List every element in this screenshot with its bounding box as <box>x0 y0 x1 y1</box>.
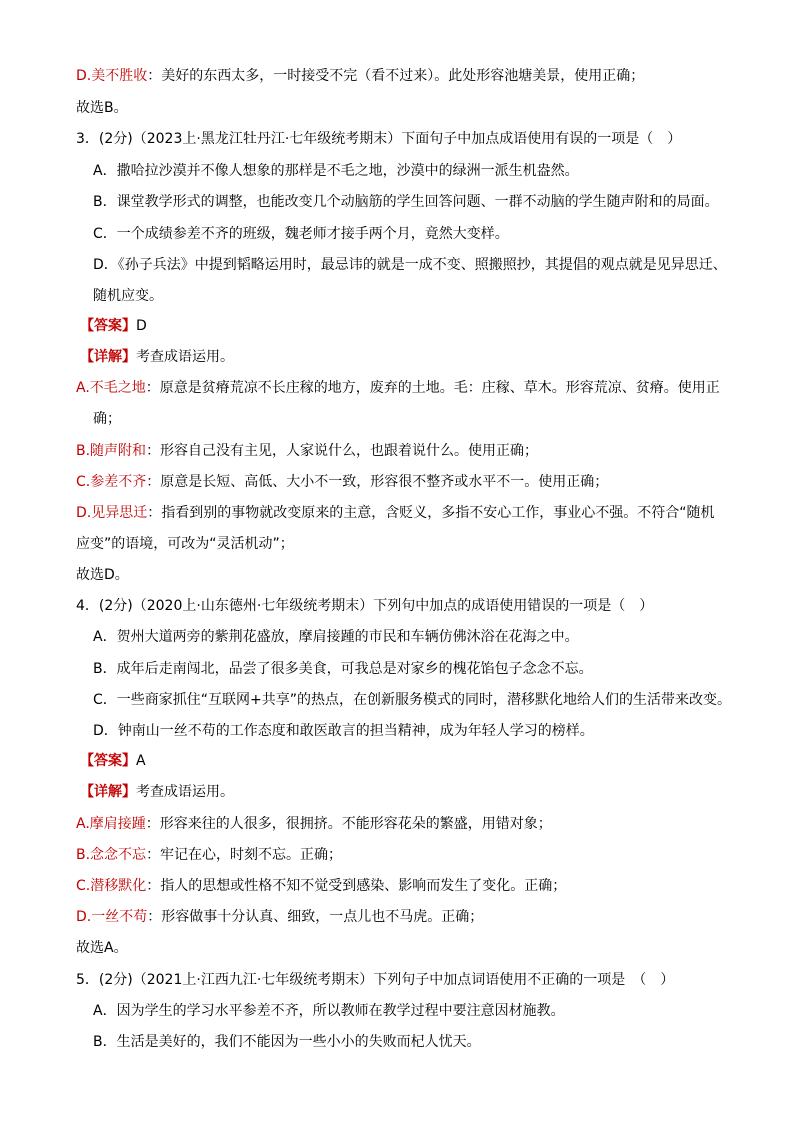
idiom-key: B.随声附和 <box>76 443 147 459</box>
explanation-text: ：指看到别的事物就改变原来的主意，含贬义，多指不安心工作，事业心不强。不符合“随机 <box>147 505 715 521</box>
explanation-line <box>76 378 720 398</box>
question-stem: 4．(2分)（2020上·山东德州·七年级统考期末）下列句中加点的成语使用错误的一项是（ ） <box>76 598 654 614</box>
answer-line <box>80 751 146 771</box>
idiom-key: A.摩肩接踵 <box>76 816 146 832</box>
option-d: D．《孙子兵法》中提到韬略运用时，最忌讳的就是一成不变、照搬照抄，其提倡的观点就是见异思迁、 <box>93 257 727 273</box>
idiom-key: A.不毛之地 <box>76 380 146 396</box>
explanation-text: ：牢记在心，时刻不忘。正确； <box>146 847 343 863</box>
option-d: D．钟南山一丝不苟的工作态度和敢医敢言的担当精神，成为年轻人学习的榜样。 <box>93 723 594 739</box>
detail-line <box>80 347 234 367</box>
detail-label: 【详解】 <box>80 349 136 365</box>
option-b: B．生活是美好的，我们不能因为一些小小的失败而杞人忧天。 <box>93 1034 481 1050</box>
choice-line: 故选D。 <box>76 567 129 583</box>
choice-line: 故选B。 <box>76 100 128 116</box>
detail-text: 考查成语运用。 <box>136 349 234 365</box>
option-b: B．成年后走南闯北，品尝了很多美食，可我总是对家乡的槐花馅包子念念不忘。 <box>93 661 593 677</box>
explanation-text: ：原意是长短、高低、大小不一致，形容很不整齐或水平不一。使用正确； <box>146 474 609 490</box>
explanation-line <box>76 66 644 86</box>
idiom-key: D.一丝不苟 <box>76 909 148 925</box>
answer-label: 【答案】 <box>80 753 136 769</box>
option-c: C．一个成绩参差不齐的班级，魏老师才接手两个月，竟然大变样。 <box>93 226 509 242</box>
answer-line <box>80 316 147 336</box>
detail-text: 考查成语运用。 <box>136 784 234 800</box>
explanation-line <box>76 503 715 523</box>
explanation-text: ：指人的思想或性格不知不觉受到感染、影响而发生了变化。正确； <box>146 878 567 894</box>
idiom-key: C.参差不齐 <box>76 474 147 490</box>
idiom-key: B.念念不忘 <box>76 847 147 863</box>
question-stem: 3．(2分)（2023上·黑龙江牡丹江·七年级统考期末）下面句子中加点成语使用有误的一项是（ ） <box>76 131 682 147</box>
detail-line <box>80 782 234 802</box>
detail-label: 【详解】 <box>80 784 136 800</box>
answer-value: D <box>136 318 147 334</box>
option-c: C．一些商家抓住“互联网+共享”的热点，在创新服务模式的同时，潜移默化地给人们的生活带来改变。 <box>93 692 732 708</box>
idiom-key: D.见异思迁 <box>76 505 148 521</box>
explanation-line <box>76 814 552 834</box>
idiom-key: C.潜移默化 <box>76 878 147 894</box>
explanation-line <box>76 876 566 896</box>
answer-label: 【答案】 <box>80 318 136 334</box>
explanation-continued: 确； <box>93 411 121 427</box>
option-b: B．课堂教学形式的调整，也能改变几个动脑筋的学生回答问题、一群不动脑的学生随声附和的局面。 <box>93 194 719 210</box>
explanation-line <box>76 907 483 927</box>
idiom-key: D.美不胜收 <box>76 68 148 84</box>
choice-line: 故选A。 <box>76 940 128 956</box>
explanation-text: ：形容做事十分认真、细致，一点儿也不马虎。正确； <box>147 909 484 925</box>
explanation-text: ：美好的东西太多，一时接受不完（看不过来）。此处形容池塘美景，使用正确； <box>147 68 645 84</box>
option-d-continued: 随机应变。 <box>93 288 163 304</box>
explanation-line <box>76 472 608 492</box>
explanation-continued: 应变”的语境，可改为“灵活机动”； <box>76 536 294 552</box>
question-stem: 5．(2分)（2021上·江西九江·七年级统考期末）下列句子中加点词语使用不正确的一项是 （ ） <box>76 972 675 988</box>
explanation-text: ：原意是贫瘠荒凉不长庄稼的地方，废弃的土地。毛：庄稼、草木。形容荒凉、贫瘠。使用正 <box>145 380 720 396</box>
option-a: A．贺州大道两旁的紫荆花盛放，摩肩接踵的市民和车辆仿佛沐浴在花海之中。 <box>93 629 579 645</box>
explanation-text: ：形容自己没有主见，人家说什么，也跟着说什么。使用正确； <box>146 443 539 459</box>
explanation-text: ：形容来往的人很多，很拥挤。不能形容花朵的繁盛，用错对象； <box>145 816 552 832</box>
answer-value: A <box>136 753 146 769</box>
option-a: A．因为学生的学习水平参差不齐，所以教师在教学过程中要注意因材施教。 <box>93 1003 565 1019</box>
option-a: A．撒哈拉沙漠并不像人想象的那样是不毛之地，沙漠中的绿洲一派生机盎然。 <box>93 163 579 179</box>
explanation-line <box>76 441 538 461</box>
explanation-line <box>76 845 342 865</box>
